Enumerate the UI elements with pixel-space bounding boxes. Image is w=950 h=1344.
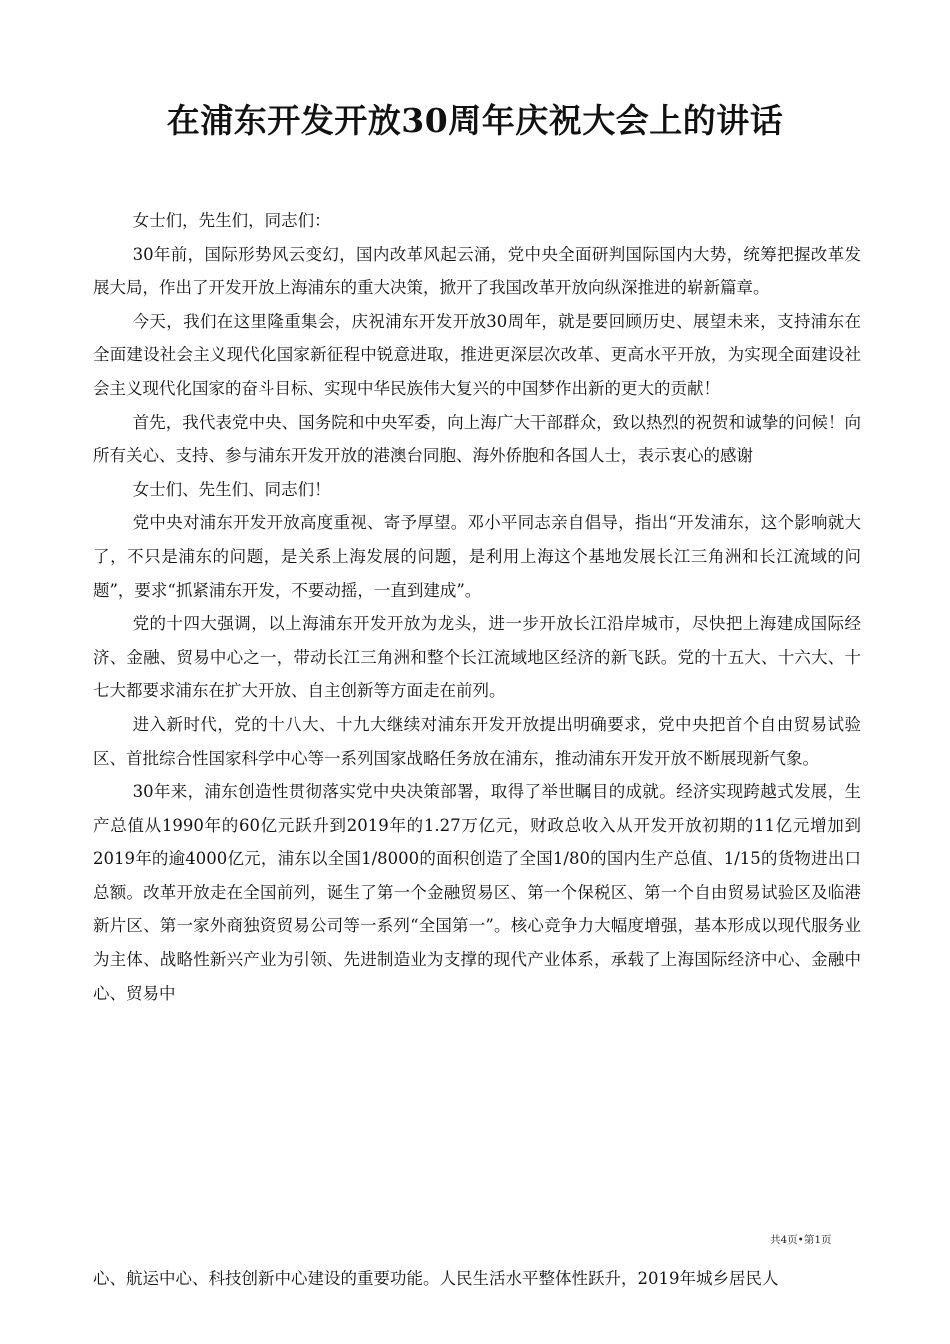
paragraph: 党中央对浦东开发开放高度重视、寄予厚望。邓小平同志亲自倡导，指出“开发浦东，这个影响就大了，不只是浦东的问题，是关系上海发展的问题，是利用上海这个基地发展长江三角洲和长江流域的问题”，要求“抓紧浦东开发，不要动摇，一直到建成”。 [93,513,861,600]
paragraph: 女士们、先生们、同志们！ [132,479,331,499]
paragraph: 首先，我代表党中央、国务院和中央军委，向上海广大干部群众，致以热烈的祝贺和诚挚的问候！向所有关心、支持、参与浦东开发开放的港澳台同胞、海外侨胞和各国人士，表示衷心的感谢 [93,412,861,466]
paragraph: 党的十四大强调，以上海浦东开发开放为龙头，进一步开放长江沿岸城市，尽快把上海建成国际经济、金融、贸易中心之一，带动长江三角洲和整个长江流域地区经济的新飞跃。党的十五大、十六大、十七大都要求浦东在扩大开放、自主创新等方面走在前列。 [93,614,861,701]
paragraph: 进入新时代，党的十八大、十九大继续对浦东开发开放提出明确要求，党中央把首个自由贸易试验区、首批综合性国家科学中心等一系列国家战略任务放在浦东，推动浦东开发开放不断展现新气象。 [93,714,861,768]
document-title: 在浦东开发开放30周年庆祝大会上的讲话 [166,101,784,140]
paragraph: 30年前，国际形势风云变幻，国内改革风起云涌，党中央全面研判国际国内大势，统筹把握改革发展大局，作出了开发开放上海浦东的重大决策，掀开了我国改革开放向纵深推进的崭新篇章。 [93,244,861,298]
paragraph: 30年来，浦东创造性贯彻落实党中央决策部署，取得了举世瞩目的成就。经济实现跨越式发展，生产总值从1990年的60亿元跃升到2019年的1.27万亿元，财政总收入从开发开放初期的11亿元增加到2019年的逾4000亿元，浦东以全国1/8000的面积创造了全国1/80的国内生产总值、1/15的货物进出口总额。改革开放走在全国前列，诞生了第一个金融贸易区、第一个保税区、第一个自由贸易试验区及临港新片区、第一家外商独资贸易公司等一系列“全国第一”。核心竞争力大幅度增强，基本形成以现代服务业为主体、战略性新兴产业为引领、先进制造业为支撑的现代产业体系，承载了上海国际经济中心、金融中心、贸易中 [93,782,861,1003]
paragraph: 今天，我们在这里隆重集会，庆祝浦东开发开放30周年，就是要回顾历史、展望未来，支持浦东在全面建设社会主义现代化国家新征程中锐意进取，推进更深层次改革、更高水平开放，为实现全面建设社会主义现代化国家的奋斗目标、实现中华民族伟大复兴的中国梦作出新的更大的贡献！ [93,311,861,398]
paragraph: 女士们，先生们，同志们： [132,211,331,230]
continued-text: 心、航运中心、科技创新中心建设的重要功能。人民生活水平整体性跃升，2019年城乡居民人 [93,1269,779,1288]
page-footer: 共4页•第1页 [770,1234,832,1246]
document-body [93,204,861,1010]
